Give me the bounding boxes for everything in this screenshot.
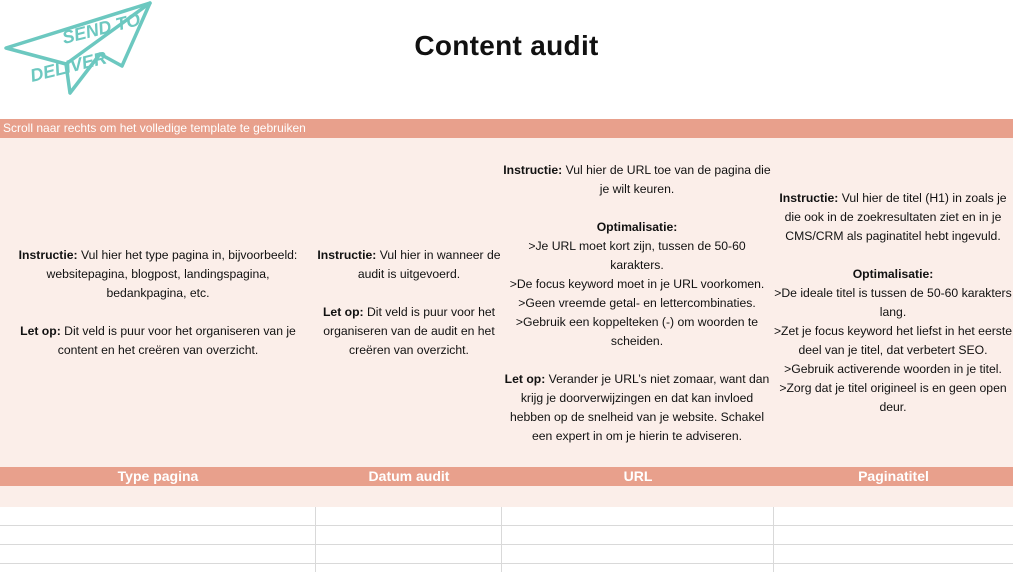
opt-item: >De focus keyword moet in je URL voorkomen. [509, 277, 765, 291]
note-text: Dit veld is puur voor het organiseren van je content en het creëren van overzicht. [57, 324, 296, 357]
scroll-hint-bar [0, 119, 1013, 138]
note-label: Let op: [322, 305, 364, 319]
instruction-url[interactable] [503, 161, 771, 446]
opt-item: >Gebruik activerende woorden in je titel. [784, 362, 1002, 376]
header-url[interactable]: URL [623, 468, 653, 484]
logo-text-bottom: DELIVER [28, 47, 109, 86]
instr-text: Vul hier in wanneer de audit is uitgevoerd. [357, 248, 501, 281]
opt-item: >Geen vreemde getal- en lettercombinaties. [518, 296, 756, 310]
instruction-datum-audit[interactable] [316, 246, 502, 360]
instr-label: Instructie: [503, 163, 563, 177]
column-divider [501, 507, 502, 572]
instruction-row [0, 138, 1013, 467]
opt-item: >Zorg dat je titel origineel is en geen open deur. [779, 381, 1007, 414]
note-label: Let op: [20, 324, 61, 338]
instr-text: Vul hier de URL toe van de pagina die je wilt keuren. [562, 163, 771, 196]
header-type-pagina[interactable]: Type pagina [117, 468, 199, 484]
instr-text: Vul hier de titel (H1) in zoals je die ook in de zoekresultaten ziet en in je CMS/CRM als paginatitel hebt ingevuld. [784, 191, 1007, 243]
scroll-hint-text: Scroll naar rechts om het volledige template te gebruiken [3, 121, 306, 135]
opt-item: >De ideale titel is tussen de 50-60 karakters lang. [774, 286, 1012, 319]
column-header-row [0, 467, 1013, 486]
instr-label: Instructie: [779, 191, 839, 205]
opt-item: >Je URL moet kort zijn, tussen de 50-60 karakters. [528, 239, 746, 272]
instruction-type-pagina[interactable] [8, 246, 308, 360]
logo-text-top: SEND TO [60, 9, 143, 48]
opt-label: Optimalisatie: [852, 267, 934, 281]
instr-text: Vul hier het type pagina in, bijvoorbeeld: websitepagina, blogpost, landingspagina, bedankpagina, etc. [46, 248, 298, 300]
instr-label: Instructie: [18, 248, 78, 262]
opt-item: >Gebruik een koppelteken (-) om woorden te scheiden. [515, 315, 759, 348]
column-divider [773, 507, 774, 572]
column-divider [315, 507, 316, 572]
note-text: Dit veld is puur voor het organiseren van de audit en het creëren van overzicht. [323, 305, 496, 357]
opt-label: Optimalisatie: [596, 220, 678, 234]
table-row[interactable] [0, 507, 1013, 526]
table-row[interactable] [0, 526, 1013, 545]
instr-label: Instructie: [317, 248, 377, 262]
instruction-paginatitel[interactable] [773, 189, 1013, 417]
header-paginatitel[interactable]: Paginatitel [858, 468, 929, 484]
note-text: Verander je URL’s niet zomaar, want dan krijg je doorverwijzingen en dat kan invloed hebben op de snelheid van je website. Schakel een expert in om je hierin te adviseren. [509, 372, 770, 443]
table-row[interactable] [0, 564, 1013, 572]
spacer-row [0, 486, 1013, 507]
page-title: Content audit [414, 30, 599, 61]
table-row[interactable] [0, 545, 1013, 564]
opt-item: >Zet je focus keyword het liefst in het eerste deel van je titel, dat verbetert SEO. [773, 324, 1013, 357]
note-label: Let op: [504, 372, 546, 386]
header-datum-audit[interactable]: Datum audit [368, 468, 450, 484]
